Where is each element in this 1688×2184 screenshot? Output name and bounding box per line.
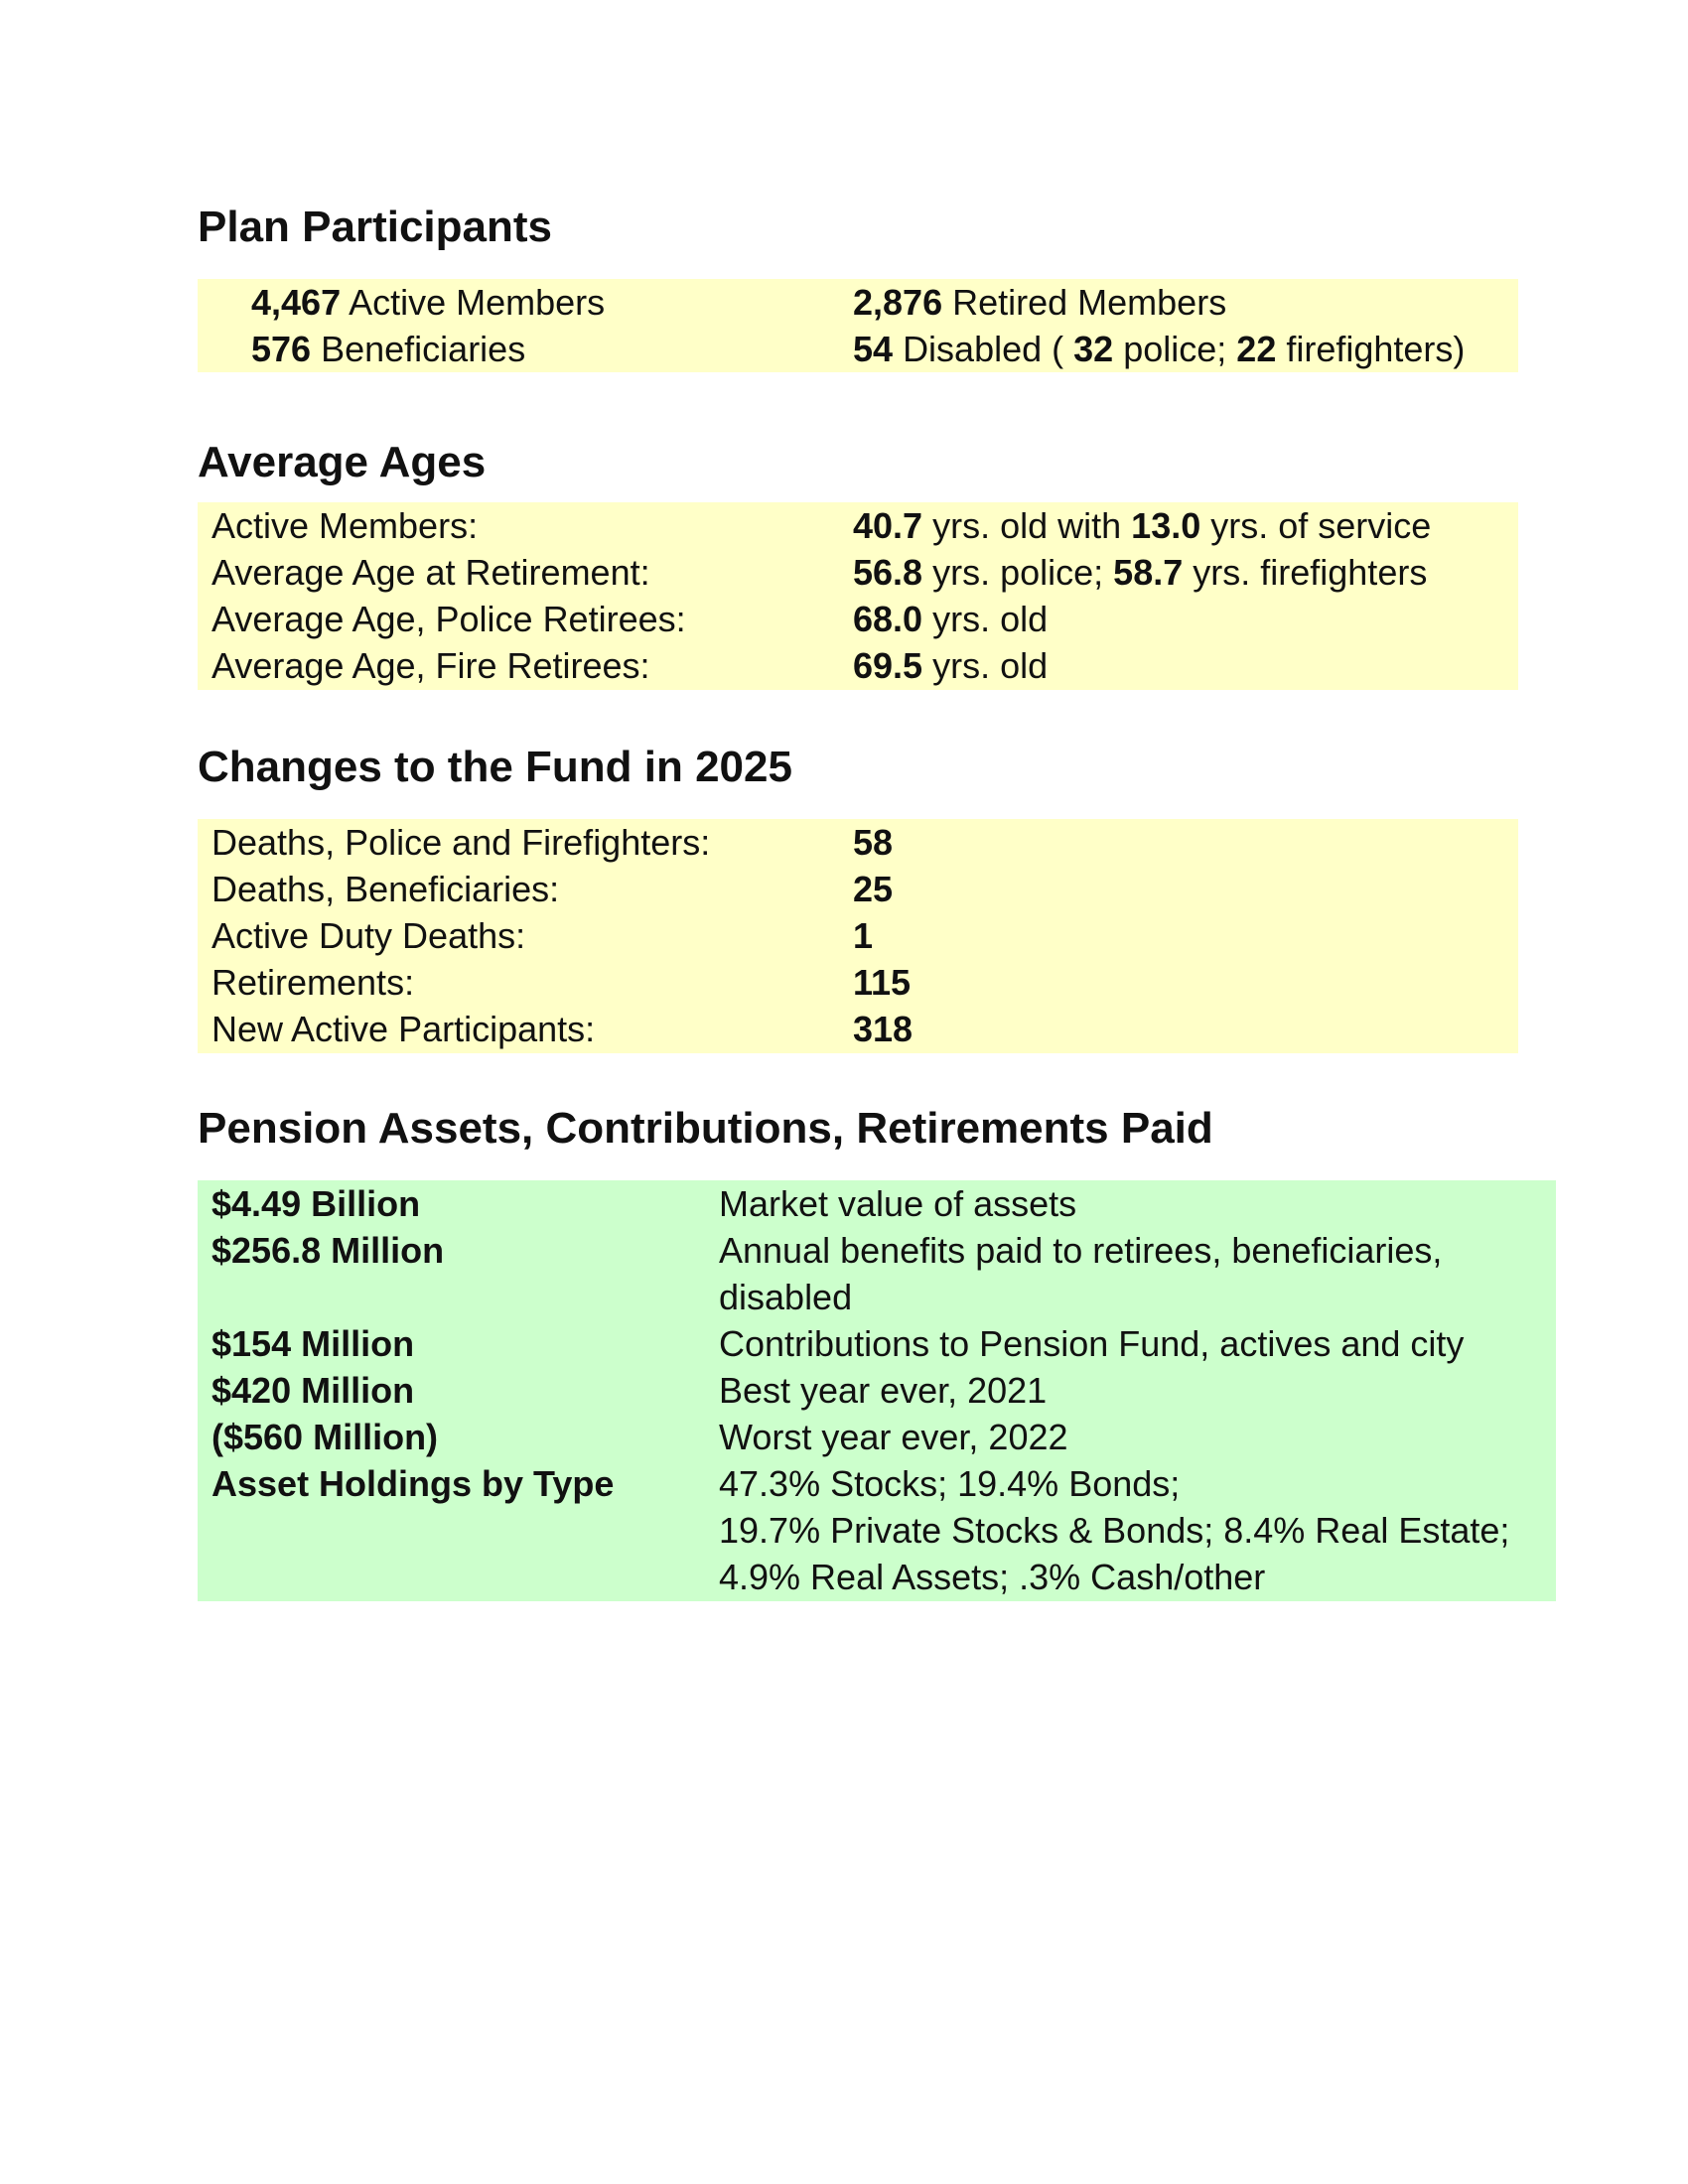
pension-amount: ($560 Million) xyxy=(211,1417,439,1457)
changes-row xyxy=(198,1006,1518,1052)
disabled-fire-label: firefighters) xyxy=(1286,329,1466,369)
pension-assets-row xyxy=(198,1414,1556,1460)
age-figure: 68.0 xyxy=(853,599,923,639)
changes-row xyxy=(198,819,1518,866)
pension-assets-row xyxy=(198,1554,1556,1600)
pension-amount: Asset Holdings by Type xyxy=(211,1463,615,1504)
active-members-label: Active Members xyxy=(349,282,606,323)
changes-label: Active Duty Deaths: xyxy=(211,915,526,956)
police-age-unit: yrs. police; xyxy=(932,552,1104,593)
age-unit: yrs. old xyxy=(932,645,1049,686)
average-ages-heading: Average Ages xyxy=(198,438,487,486)
pension-assets-heading: Pension Assets, Contributions, Retirements Paid xyxy=(198,1104,1213,1153)
fire-age-figure: 58.7 xyxy=(1113,552,1184,593)
average-ages-row xyxy=(198,502,1518,549)
pension-assets-row xyxy=(198,1460,1556,1507)
retired-members-stat xyxy=(853,279,1226,326)
average-ages-label: Active Members: xyxy=(211,505,479,546)
plan-participants-row xyxy=(198,326,1518,372)
service-figure: 13.0 xyxy=(1131,505,1201,546)
pension-assets-panel xyxy=(198,1180,1556,1601)
disabled-stat xyxy=(853,326,1465,372)
changes-value: 58 xyxy=(853,822,894,863)
changes-value: 115 xyxy=(853,962,912,1003)
disabled-label: Disabled ( xyxy=(903,329,1064,369)
average-ages-value xyxy=(853,549,1427,596)
beneficiaries-stat xyxy=(251,326,525,372)
pension-amount: $256.8 Million xyxy=(211,1230,445,1271)
pension-assets-row xyxy=(198,1274,1556,1320)
average-ages-value xyxy=(853,502,1431,549)
average-ages-panel xyxy=(198,502,1518,690)
pension-description: Contributions to Pension Fund, actives and city xyxy=(719,1323,1465,1364)
age-figure: 40.7 xyxy=(853,505,923,546)
pension-assets-row xyxy=(198,1227,1556,1274)
changes-value: 25 xyxy=(853,869,894,909)
average-ages-label: Average Age at Retirement: xyxy=(211,552,650,593)
pension-description: 19.7% Private Stocks & Bonds; 8.4% Real Estate; xyxy=(719,1510,1510,1551)
average-ages-row xyxy=(198,549,1518,596)
average-ages-value xyxy=(853,596,1048,642)
changes-label: Deaths, Police and Firefighters: xyxy=(211,822,711,863)
changes-row xyxy=(198,866,1518,912)
pension-assets-row xyxy=(198,1367,1556,1414)
changes-panel xyxy=(198,819,1518,1053)
changes-row xyxy=(198,959,1518,1006)
plan-participants-row xyxy=(198,279,1518,326)
pension-amount: $420 Million xyxy=(211,1370,415,1411)
pension-assets-row xyxy=(198,1507,1556,1554)
pension-assets-row xyxy=(198,1320,1556,1367)
changes-value: 1 xyxy=(853,915,874,956)
changes-heading: Changes to the Fund in 2025 xyxy=(198,743,792,791)
disabled-fire-count: 22 xyxy=(1236,329,1277,369)
average-ages-row xyxy=(198,596,1518,642)
disabled-count: 54 xyxy=(853,329,894,369)
pension-amount: $154 Million xyxy=(211,1323,415,1364)
disabled-police-count: 32 xyxy=(1073,329,1114,369)
pension-description: Worst year ever, 2022 xyxy=(719,1417,1068,1457)
fire-age-unit: yrs. firefighters xyxy=(1193,552,1428,593)
pension-description: 4.9% Real Assets; .3% Cash/other xyxy=(719,1557,1266,1597)
pension-description: disabled xyxy=(719,1277,853,1317)
active-members-count: 4,467 xyxy=(251,282,342,323)
retired-members-count: 2,876 xyxy=(853,282,943,323)
active-members-stat xyxy=(251,279,605,326)
beneficiaries-count: 576 xyxy=(251,329,312,369)
changes-label: Deaths, Beneficiaries: xyxy=(211,869,560,909)
age-unit: yrs. old with xyxy=(932,505,1122,546)
plan-participants-panel xyxy=(198,279,1518,372)
pension-description: Best year ever, 2021 xyxy=(719,1370,1048,1411)
plan-participants-heading: Plan Participants xyxy=(198,203,553,251)
disabled-police-label: police; xyxy=(1123,329,1227,369)
pension-assets-row xyxy=(198,1180,1556,1227)
average-ages-label: Average Age, Fire Retirees: xyxy=(211,645,650,686)
age-unit: yrs. old xyxy=(932,599,1049,639)
police-age-figure: 56.8 xyxy=(853,552,923,593)
average-ages-label: Average Age, Police Retirees: xyxy=(211,599,686,639)
pension-description: Market value of assets xyxy=(719,1183,1077,1224)
average-ages-value xyxy=(853,642,1048,689)
average-ages-row xyxy=(198,642,1518,689)
age-figure: 69.5 xyxy=(853,645,923,686)
service-unit: yrs. of service xyxy=(1210,505,1432,546)
beneficiaries-label: Beneficiaries xyxy=(321,329,526,369)
pension-description: Annual benefits paid to retirees, beneficiaries, xyxy=(719,1230,1443,1271)
changes-row xyxy=(198,912,1518,959)
changes-label: Retirements: xyxy=(211,962,415,1003)
retired-members-label: Retired Members xyxy=(952,282,1227,323)
pension-description: 47.3% Stocks; 19.4% Bonds; xyxy=(719,1463,1181,1504)
pension-amount: $4.49 Billion xyxy=(211,1183,421,1224)
changes-label: New Active Participants: xyxy=(211,1009,596,1049)
changes-value: 318 xyxy=(853,1009,914,1049)
